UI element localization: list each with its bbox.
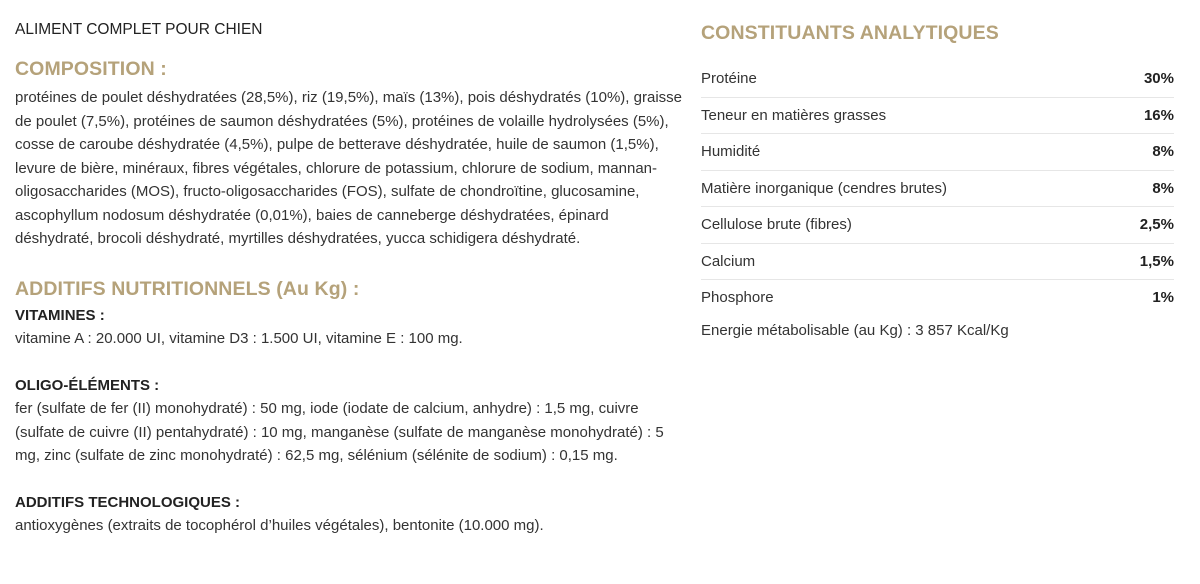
row-value: 1% — [1152, 289, 1174, 307]
table-row — [701, 61, 1174, 98]
row-label: Teneur en matières grasses — [701, 106, 887, 124]
table-row — [701, 244, 1174, 281]
vitamines-heading: VITAMINES : — [15, 306, 105, 324]
row-value: 2,5% — [1139, 216, 1174, 234]
table-row — [701, 280, 1174, 316]
additifs-heading: ADDITIFS NUTRITIONNELS (Au Kg) : — [15, 277, 360, 300]
product-type: ALIMENT COMPLET POUR CHIEN — [15, 21, 263, 38]
composition-text: protéines de poulet déshydratées (28,5%), riz (19,5%), maïs (13%), pois déshydratés (10%), graisse de poulet (7,5%), protéines de saumon déshydratées (5%), protéines de volaille hydrolysées (5%), cosse de caroube déshydratée (4,5%), pulpe de betterave déshydratée, huile de saumon (1,5%), levure de bière, minéraux, fibres végétales, chlorure de potassium, chlorure de sodium, mannan-oligosaccharides (MOS), fructo-oligosaccharides (FOS), sulfate de chondroïtine, glucosamine, ascophyllum nodosum déshydratée (0,01%), baies de canneberge déshydratées, épinard déshydraté, brocoli déshydraté, myrtilles déshydratées, yucca schidigera déshydraté. — [15, 89, 682, 247]
constituants-table — [701, 61, 1174, 316]
row-value: 16% — [1143, 106, 1174, 124]
row-value: 30% — [1143, 70, 1174, 88]
row-value: 8% — [1152, 143, 1174, 161]
additifs-technologiques-heading: ADDITIFS TECHNOLOGIQUES : — [15, 493, 240, 511]
row-value: 1,5% — [1139, 252, 1174, 270]
row-label: Cellulose brute (fibres) — [701, 216, 852, 234]
oligo-elements-text: fer (sulfate de fer (II) monohydraté) : 50 mg, iode (iodate de calcium, anhydre) : 1,5 mg, cuivre (sulfate de cuivre (II) pentahydraté) : 10 mg, manganèse (sulfate de manganèse monohydraté) : 5 mg, zinc (sulfate de zinc monohydraté) : 62,5 mg, sélénium (sélénite de sodium) : 0,15 mg. — [15, 400, 664, 464]
table-row — [701, 207, 1174, 244]
row-label: Matière inorganique (cendres brutes) — [701, 179, 947, 197]
oligo-elements-heading: OLIGO-ÉLÉMENTS : — [15, 376, 160, 394]
constituants-heading: CONSTITUANTS ANALYTIQUES — [701, 22, 999, 44]
row-value: 8% — [1152, 179, 1174, 197]
table-row — [701, 98, 1174, 135]
vitamines-text: vitamine A : 20.000 UI, vitamine D3 : 1.500 UI, vitamine E : 100 mg. — [15, 330, 463, 347]
ingredients-column — [15, 20, 687, 538]
composition-heading: COMPOSITION : — [15, 58, 167, 80]
row-label: Calcium — [701, 252, 756, 270]
row-label: Protéine — [701, 70, 757, 88]
additifs-technologiques-text: antioxygènes (extraits de tocophérol d’huiles végétales), bentonite (10.000 mg). — [15, 517, 544, 534]
energy-text: Energie métabolisable (au Kg) : 3 857 Kcal/Kg — [701, 321, 1009, 339]
table-row — [701, 134, 1174, 171]
table-row — [701, 171, 1174, 208]
analytical-column — [701, 20, 1174, 357]
row-label: Phosphore — [701, 289, 774, 307]
row-label: Humidité — [701, 143, 761, 161]
